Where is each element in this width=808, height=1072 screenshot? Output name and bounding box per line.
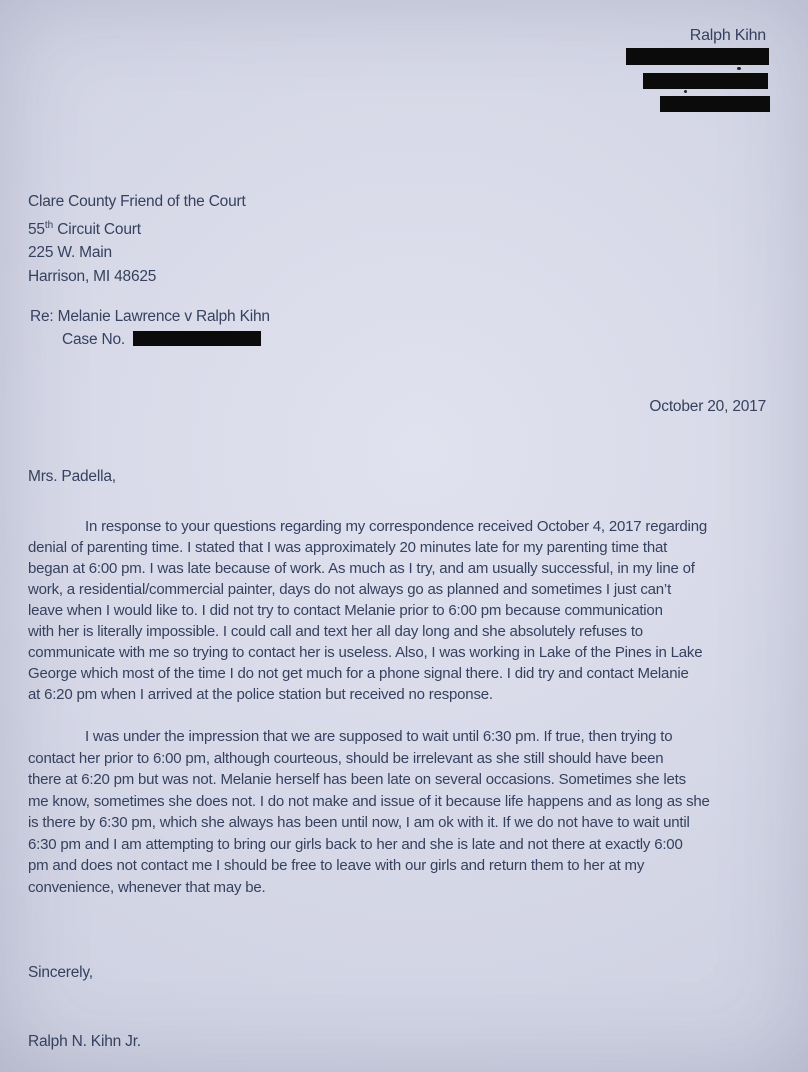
paragraph-line: at 6:20 pm when I arrived at the police station but received no response. [28, 686, 493, 703]
paragraph-line: I was under the impression that we are supposed to wait until 6:30 pm. If true, then trying to [85, 728, 673, 745]
salutation: Mrs. Padella, [28, 468, 116, 485]
paragraph-line: is there by 6:30 pm, which she always has been until now, I am ok with it. If we do not have to wait until [28, 814, 690, 831]
ink-speck [737, 67, 741, 70]
case-number-label: Case No. [62, 330, 126, 348]
redaction-bar-3 [660, 96, 770, 112]
paragraph-line: work, a residential/commercial painter, days do not always go as planned and sometimes I just can’t [28, 581, 672, 598]
paragraph-line: George which most of the time I do not get much for a phone signal there. I did try and contact Melanie [28, 665, 689, 682]
signature-name: Ralph N. Kihn Jr. [28, 1033, 141, 1050]
redaction-bar-1 [626, 48, 769, 65]
recipient-line: 225 W. Main [28, 244, 112, 261]
paragraph-line: me know, sometimes she does not. I do not make and issue of it because life happens and as long as she [28, 792, 710, 810]
paragraph-line: contact her prior to 6:00 pm, although courteous, should be irrelevant as she still should have been [28, 749, 664, 767]
re-line: Re: Melanie Lawrence v Ralph Kihn [30, 308, 270, 325]
paragraph-line: communicate with me so trying to contact her is useless. Also, I was working in Lake of the Pines in Lake [28, 644, 703, 661]
paragraph-line: pm and does not contact me I should be free to leave with our girls and return them to her at my [28, 857, 645, 874]
body-paragraph-1 [28, 516, 707, 705]
recipient-line: Harrison, MI 48625 [28, 267, 157, 285]
ink-speck [684, 90, 687, 93]
closing: Sincerely, [28, 964, 93, 981]
recipient-line: 55th Circuit Court [28, 219, 141, 238]
paragraph-line: convenience, whenever that may be. [28, 878, 266, 896]
paragraph-line: with her is literally impossible. I could call and text her all day long and she absolutely refuses to [28, 623, 643, 640]
paragraph-line: leave when I would like to. I did not try to contact Melanie prior to 6:00 pm because communication [28, 602, 663, 619]
paragraph-line: 6:30 pm and I am attempting to bring our girls back to her and she is late and not there at exactly 6:00 [28, 835, 683, 853]
paragraph-line: began at 6:00 pm. I was late because of work. As much as I try, and am usually successful, in my line of [28, 560, 695, 577]
redaction-bar-case-number [133, 331, 261, 346]
paragraph-line: denial of parenting time. I stated that I was approximately 20 minutes late for my parenting time that [28, 539, 668, 556]
recipient-address [28, 190, 246, 288]
paragraph-line: there at 6:20 pm but was not. Melanie herself has been late on several occasions. Sometimes she lets [28, 771, 686, 788]
recipient-line: Clare County Friend of the Court [28, 193, 246, 210]
re-block [30, 306, 270, 351]
case-number-line [30, 329, 270, 352]
redaction-bar-2 [643, 73, 768, 89]
sender-name: Ralph Kihn [689, 27, 766, 44]
paragraph-line: In response to your questions regarding my correspondence received October 4, 2017 regarding [85, 518, 707, 535]
body-paragraph-2 [28, 726, 710, 898]
letter-date: October 20, 2017 [649, 398, 766, 415]
